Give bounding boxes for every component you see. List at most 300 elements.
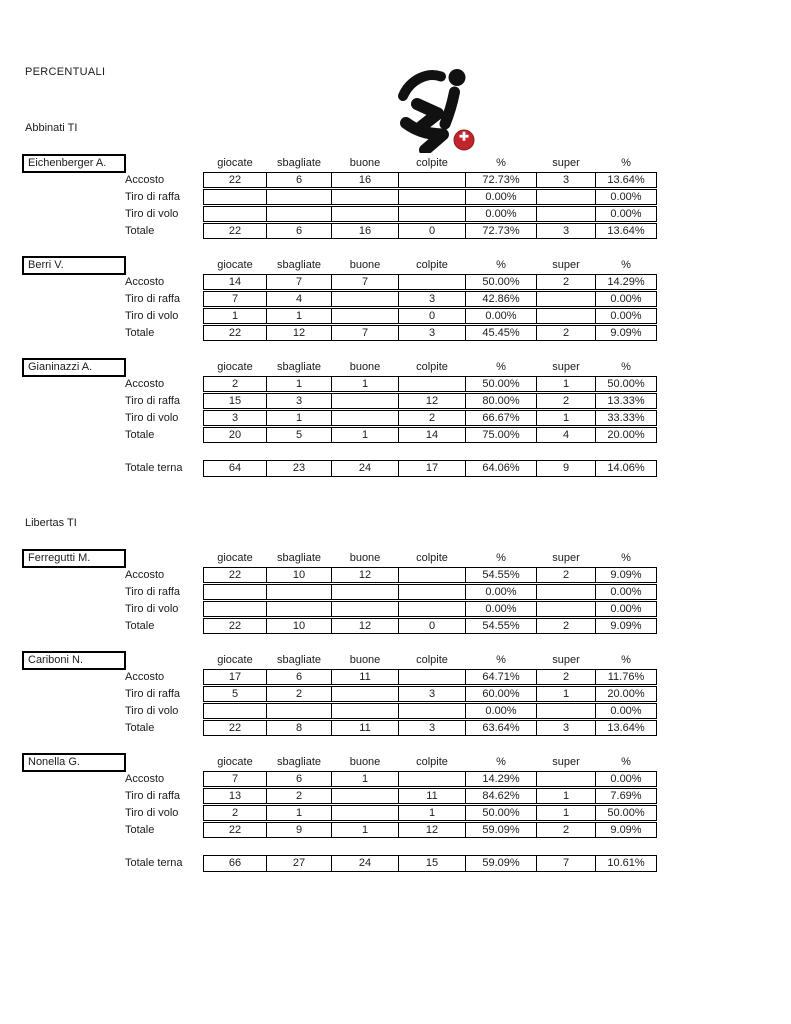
team-total-cells	[203, 855, 657, 872]
stat-cell: 1	[266, 308, 332, 324]
stat-row-totale	[22, 223, 742, 239]
column-header: sbagliate	[276, 361, 322, 373]
column-header: sbagliate	[276, 157, 322, 169]
stat-cell	[536, 189, 596, 205]
stat-cell: 1	[331, 376, 399, 392]
stat-cell: 7	[266, 274, 332, 290]
stat-cell: 0.00%	[595, 584, 657, 600]
stat-row-accosto	[22, 771, 742, 787]
section-label: Libertas TI	[25, 517, 77, 529]
stat-cell: 5	[203, 686, 267, 702]
stat-cell: 7	[331, 325, 399, 341]
stat-cell: 2	[266, 788, 332, 804]
stat-cell	[398, 584, 466, 600]
row-label: Tiro di volo	[125, 208, 179, 220]
row-label: Totale	[125, 824, 155, 836]
stat-cell: 2	[536, 669, 596, 685]
column-header: buone	[349, 552, 381, 564]
stat-cell: 84.62%	[465, 788, 537, 804]
stat-row-tiro-di-volo	[22, 601, 742, 617]
stat-cell	[331, 601, 399, 617]
team-total-row	[22, 855, 742, 872]
stat-cell: 1	[536, 376, 596, 392]
stat-cell	[398, 703, 466, 719]
stat-cell: 6	[266, 669, 332, 685]
stat-cells	[203, 308, 657, 324]
row-label: Accosto	[125, 174, 165, 186]
stat-cell: 3	[266, 393, 332, 409]
stat-cell: 15	[203, 393, 267, 409]
stat-cell: 2	[536, 325, 596, 341]
stat-cells	[203, 686, 657, 702]
stat-cell: 9.09%	[595, 618, 657, 634]
stat-cell: 1	[331, 771, 399, 787]
column-header: giocate	[217, 157, 253, 169]
column-headers	[203, 550, 657, 567]
stat-cell	[398, 376, 466, 392]
column-header: %	[621, 654, 631, 666]
stat-cell: 22	[203, 822, 267, 838]
stat-cell: 0.00%	[595, 206, 657, 222]
stat-cells	[203, 206, 657, 222]
stat-cell	[266, 601, 332, 617]
stat-cell	[398, 601, 466, 617]
stat-cell: 3	[536, 172, 596, 188]
stat-cell: 2	[536, 618, 596, 634]
stat-cells	[203, 771, 657, 787]
stat-cell: 10	[266, 567, 332, 583]
stat-cell: 3	[398, 325, 466, 341]
stat-cell	[203, 703, 267, 719]
stat-cell: 54.55%	[465, 618, 537, 634]
stat-cell: 64.71%	[465, 669, 537, 685]
stat-row-tiro-di-raffa	[22, 393, 742, 409]
stat-cell: 0.00%	[465, 308, 537, 324]
stat-row-tiro-di-volo	[22, 805, 742, 821]
stat-row-totale	[22, 822, 742, 838]
row-label: Tiro di raffa	[125, 191, 181, 203]
stat-cells	[203, 393, 657, 409]
stat-cell: 13.64%	[595, 720, 657, 736]
stat-row-accosto	[22, 376, 742, 392]
stat-cell	[398, 669, 466, 685]
team-total-cell: 66	[203, 855, 267, 872]
section-abbinati-ti	[22, 121, 742, 478]
column-header: super	[552, 157, 580, 169]
stat-cell: 50.00%	[465, 274, 537, 290]
column-header: super	[552, 259, 580, 271]
stat-cell: 3	[203, 410, 267, 426]
stat-row-tiro-di-raffa	[22, 189, 742, 205]
stat-cell: 0.00%	[465, 189, 537, 205]
stat-cell	[331, 206, 399, 222]
team-total-cell: 17	[398, 460, 466, 477]
stat-cell: 0.00%	[595, 308, 657, 324]
stat-cell: 50.00%	[595, 805, 657, 821]
section-label: Abbinati TI	[25, 122, 78, 134]
team-total-cell: 15	[398, 855, 466, 872]
stat-cell	[331, 686, 399, 702]
team-total-label: Totale terna	[125, 462, 183, 474]
row-label: Accosto	[125, 276, 165, 288]
player-block-berri-v	[22, 257, 742, 341]
stat-cell: 9	[266, 822, 332, 838]
stat-cell: 2	[536, 567, 596, 583]
stat-cell: 1	[331, 427, 399, 443]
stat-row-tiro-di-raffa	[22, 686, 742, 702]
stat-cells	[203, 427, 657, 443]
column-header: buone	[349, 259, 381, 271]
column-header: buone	[349, 756, 381, 768]
team-total-cell: 27	[266, 855, 332, 872]
team-total-row	[22, 460, 742, 477]
stat-cell: 12	[331, 567, 399, 583]
column-header: colpite	[416, 259, 448, 271]
column-header: sbagliate	[276, 654, 322, 666]
stat-cell	[331, 189, 399, 205]
stat-cell: 4	[266, 291, 332, 307]
stat-cell: 59.09%	[465, 822, 537, 838]
column-header: sbagliate	[276, 552, 322, 564]
team-total-cell: 24	[331, 460, 399, 477]
stat-cell: 3	[536, 720, 596, 736]
column-header: super	[552, 361, 580, 373]
stat-cell: 7	[203, 771, 267, 787]
row-label: Tiro di raffa	[125, 688, 181, 700]
stat-cell	[266, 189, 332, 205]
stat-cell: 12	[398, 393, 466, 409]
stat-cell	[266, 206, 332, 222]
column-header: %	[496, 552, 506, 564]
stat-cell: 7	[203, 291, 267, 307]
column-header: giocate	[217, 756, 253, 768]
stat-cell: 11	[331, 720, 399, 736]
stat-cell	[398, 172, 466, 188]
stat-cell: 13.64%	[595, 223, 657, 239]
stat-cell: 22	[203, 223, 267, 239]
stat-cell: 12	[266, 325, 332, 341]
stat-cells	[203, 376, 657, 392]
player-header-row	[22, 155, 742, 172]
stat-cell: 72.73%	[465, 172, 537, 188]
stat-cell	[398, 189, 466, 205]
stat-cell: 17	[203, 669, 267, 685]
stat-cells	[203, 601, 657, 617]
stat-cell	[331, 291, 399, 307]
stat-cell: 66.67%	[465, 410, 537, 426]
stat-cell: 11.76%	[595, 669, 657, 685]
player-header-row	[22, 359, 742, 376]
player-header-row	[22, 550, 742, 567]
team-total-cell: 59.09%	[465, 855, 537, 872]
stat-cell	[536, 703, 596, 719]
stat-cells	[203, 410, 657, 426]
column-header: giocate	[217, 361, 253, 373]
stat-cell: 2	[536, 822, 596, 838]
stat-cells	[203, 274, 657, 290]
column-headers	[203, 754, 657, 771]
team-total-cell: 23	[266, 460, 332, 477]
stat-cell: 3	[398, 686, 466, 702]
stat-cell: 22	[203, 618, 267, 634]
stat-cell	[536, 601, 596, 617]
stat-cell: 0	[398, 308, 466, 324]
stat-cell: 75.00%	[465, 427, 537, 443]
stat-cell	[203, 189, 267, 205]
stat-cell: 13.64%	[595, 172, 657, 188]
column-headers	[203, 257, 657, 274]
column-header: sbagliate	[276, 756, 322, 768]
stat-cell: 0.00%	[465, 584, 537, 600]
stat-cell: 3	[398, 291, 466, 307]
stat-cell: 1	[398, 805, 466, 821]
stat-cell	[266, 703, 332, 719]
stat-cell: 42.86%	[465, 291, 537, 307]
column-header: %	[621, 157, 631, 169]
stat-cells	[203, 325, 657, 341]
player-name-box: Eichenberger A.	[22, 154, 126, 173]
row-label: Totale	[125, 327, 155, 339]
column-header: %	[496, 756, 506, 768]
team-total-cell: 24	[331, 855, 399, 872]
stat-cell	[331, 393, 399, 409]
stat-cell	[398, 206, 466, 222]
stat-cell: 1	[331, 822, 399, 838]
column-header: %	[621, 361, 631, 373]
stat-row-totale	[22, 618, 742, 634]
stat-cell	[203, 601, 267, 617]
stat-cell: 20	[203, 427, 267, 443]
column-header: colpite	[416, 157, 448, 169]
page-title: PERCENTUALI	[25, 66, 106, 78]
column-header: super	[552, 654, 580, 666]
team-total-cell: 14.06%	[595, 460, 657, 477]
stat-cells	[203, 172, 657, 188]
stat-cell: 20.00%	[595, 427, 657, 443]
stat-cells	[203, 720, 657, 736]
column-header: giocate	[217, 259, 253, 271]
stat-cell: 1	[536, 686, 596, 702]
team-total-label: Totale terna	[125, 857, 183, 869]
stat-cell: 1	[536, 788, 596, 804]
stat-cell: 5	[266, 427, 332, 443]
column-header: %	[621, 552, 631, 564]
row-label: Tiro di volo	[125, 412, 179, 424]
stat-cell	[331, 410, 399, 426]
player-name-box: Berri V.	[22, 256, 126, 275]
stat-cell: 9.09%	[595, 567, 657, 583]
stat-cell: 13.33%	[595, 393, 657, 409]
column-headers	[203, 652, 657, 669]
column-header: %	[496, 157, 506, 169]
column-header: colpite	[416, 756, 448, 768]
stat-cell: 72.73%	[465, 223, 537, 239]
stat-cell: 14.29%	[595, 274, 657, 290]
row-label: Tiro di raffa	[125, 586, 181, 598]
team-total-cell: 64	[203, 460, 267, 477]
stat-cell: 16	[331, 172, 399, 188]
stat-cells	[203, 223, 657, 239]
stat-cell: 0.00%	[465, 703, 537, 719]
player-name-box: Ferregutti M.	[22, 549, 126, 568]
column-header: super	[552, 756, 580, 768]
column-header: %	[496, 259, 506, 271]
stat-cell: 0.00%	[595, 703, 657, 719]
stat-row-tiro-di-raffa	[22, 584, 742, 600]
player-header-row	[22, 652, 742, 669]
stat-cell: 14.29%	[465, 771, 537, 787]
player-header-row	[22, 754, 742, 771]
stat-cell: 9.09%	[595, 325, 657, 341]
stat-cell	[398, 567, 466, 583]
stat-cell: 60.00%	[465, 686, 537, 702]
column-headers	[203, 359, 657, 376]
stat-cell: 4	[536, 427, 596, 443]
stat-cell: 6	[266, 771, 332, 787]
stat-cell	[331, 703, 399, 719]
stat-row-tiro-di-volo	[22, 206, 742, 222]
team-total-cell: 9	[536, 460, 596, 477]
stat-cell: 22	[203, 567, 267, 583]
stat-row-totale	[22, 325, 742, 341]
stat-cell: 45.45%	[465, 325, 537, 341]
stat-cell	[331, 805, 399, 821]
column-header: buone	[349, 654, 381, 666]
column-header: giocate	[217, 552, 253, 564]
stat-cell	[203, 584, 267, 600]
stat-cells	[203, 567, 657, 583]
stat-cell: 6	[266, 172, 332, 188]
column-header: sbagliate	[276, 259, 322, 271]
stat-cell: 11	[331, 669, 399, 685]
stat-cell: 16	[331, 223, 399, 239]
stat-row-accosto	[22, 172, 742, 188]
head-icon	[449, 69, 466, 86]
column-header: colpite	[416, 654, 448, 666]
stat-cell: 63.64%	[465, 720, 537, 736]
column-header: %	[621, 259, 631, 271]
row-label: Accosto	[125, 378, 165, 390]
stat-cell: 50.00%	[595, 376, 657, 392]
row-label: Accosto	[125, 569, 165, 581]
stat-cell: 50.00%	[465, 376, 537, 392]
column-header: giocate	[217, 654, 253, 666]
stat-cell: 8	[266, 720, 332, 736]
stat-row-totale	[22, 427, 742, 443]
column-header: %	[496, 361, 506, 373]
row-label: Totale	[125, 225, 155, 237]
stat-cell: 6	[266, 223, 332, 239]
stat-cell: 0	[398, 223, 466, 239]
stat-cell: 3	[536, 223, 596, 239]
player-name-box: Cariboni N.	[22, 651, 126, 670]
stat-cells	[203, 788, 657, 804]
team-total-cells	[203, 460, 657, 477]
stat-cells	[203, 584, 657, 600]
player-block-ferregutti-m	[22, 550, 742, 634]
stat-cell	[398, 771, 466, 787]
stat-cell	[266, 584, 332, 600]
stat-row-totale	[22, 720, 742, 736]
stat-cell: 2	[203, 376, 267, 392]
stat-cell: 0.00%	[465, 601, 537, 617]
row-label: Tiro di volo	[125, 603, 179, 615]
stat-cell	[536, 771, 596, 787]
stat-cell	[331, 584, 399, 600]
stat-cell: 54.55%	[465, 567, 537, 583]
stat-cell: 80.00%	[465, 393, 537, 409]
stat-cell: 22	[203, 325, 267, 341]
player-block-nonella-g	[22, 754, 742, 838]
stat-cell: 1	[203, 308, 267, 324]
player-block-cariboni-n	[22, 652, 742, 736]
stat-cell	[536, 291, 596, 307]
stat-cell: 2	[536, 274, 596, 290]
team-total-cell: 7	[536, 855, 596, 872]
stat-cell: 10	[266, 618, 332, 634]
stat-cell: 0.00%	[595, 291, 657, 307]
stat-cells	[203, 291, 657, 307]
stat-cell	[398, 274, 466, 290]
column-header: %	[496, 654, 506, 666]
player-block-eichenberger-a	[22, 155, 742, 239]
stat-row-accosto	[22, 567, 742, 583]
row-label: Accosto	[125, 671, 165, 683]
stat-row-tiro-di-volo	[22, 410, 742, 426]
column-header: %	[621, 756, 631, 768]
stat-cells	[203, 669, 657, 685]
stat-cell	[331, 788, 399, 804]
row-label: Tiro di raffa	[125, 293, 181, 305]
player-name-box: Nonella G.	[22, 753, 126, 772]
stat-row-accosto	[22, 274, 742, 290]
row-label: Tiro di raffa	[125, 395, 181, 407]
stat-cells	[203, 618, 657, 634]
stat-cell: 7.69%	[595, 788, 657, 804]
stat-cell	[203, 206, 267, 222]
stat-cell	[331, 308, 399, 324]
row-label: Tiro di volo	[125, 705, 179, 717]
stat-cells	[203, 805, 657, 821]
row-label: Tiro di volo	[125, 310, 179, 322]
stat-cell: 11	[398, 788, 466, 804]
team-total-cell: 10.61%	[595, 855, 657, 872]
stat-cell: 2	[536, 393, 596, 409]
stat-cell: 13	[203, 788, 267, 804]
stat-row-tiro-di-raffa	[22, 788, 742, 804]
stat-cell: 0.00%	[465, 206, 537, 222]
column-header: colpite	[416, 552, 448, 564]
stat-row-tiro-di-volo	[22, 308, 742, 324]
stat-cells	[203, 189, 657, 205]
stat-cell: 0.00%	[595, 601, 657, 617]
stat-cell: 12	[398, 822, 466, 838]
row-label: Tiro di raffa	[125, 790, 181, 802]
stat-cell: 1	[536, 410, 596, 426]
stat-cell: 22	[203, 720, 267, 736]
row-label: Totale	[125, 429, 155, 441]
stat-row-tiro-di-raffa	[22, 291, 742, 307]
stat-cell: 12	[331, 618, 399, 634]
stat-cell: 0.00%	[595, 771, 657, 787]
stat-cell: 20.00%	[595, 686, 657, 702]
column-headers	[203, 155, 657, 172]
stat-cell: 0	[398, 618, 466, 634]
stat-cell: 1	[266, 376, 332, 392]
stat-cell: 50.00%	[465, 805, 537, 821]
stat-cell: 7	[331, 274, 399, 290]
stat-row-tiro-di-volo	[22, 703, 742, 719]
